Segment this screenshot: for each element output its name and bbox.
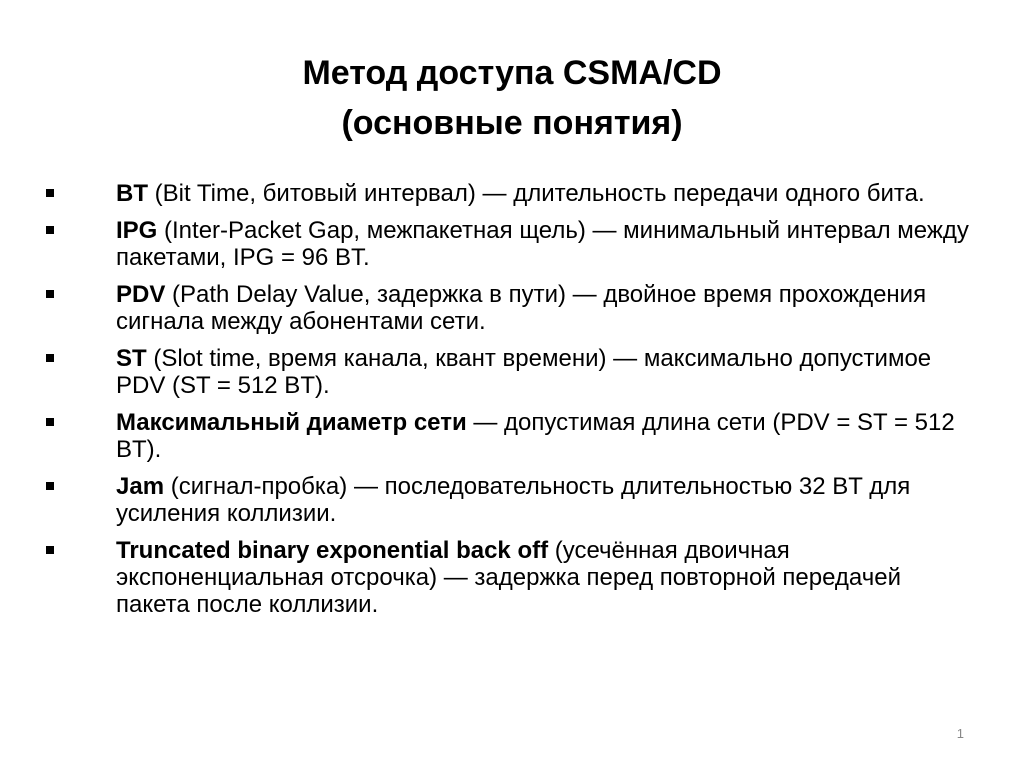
term-description: — допустимая длина сети (PDV = ST = 512 BT). [116, 409, 955, 463]
term-description: (Inter-Packet Gap, межпакетная щель) — минимальный интервал между пакетами, IPG = 96 BT. [116, 217, 969, 271]
bullet-list [116, 180, 976, 628]
square-bullet-icon [46, 354, 54, 362]
term-label: Jam [116, 473, 165, 500]
square-bullet-icon [46, 290, 54, 298]
square-bullet-icon [46, 418, 54, 426]
bullet-item-pdv [116, 281, 976, 335]
title-line-2: (основные понятия) [341, 104, 683, 142]
term-description: (Path Delay Value, задержка в пути) — двойное время прохождения сигнала между абонентами сети. [116, 281, 927, 335]
slide-title [0, 48, 1024, 148]
term-description: (Slot time, время канала, квант времени) — максимально допустимое PDV (ST = 512 BT). [116, 345, 932, 399]
term-label: Truncated binary exponential back off [116, 537, 549, 564]
term-label: PDV [116, 281, 166, 308]
term-description: (Bit Time, битовый интервал) — длительность передачи одного бита. [148, 180, 925, 207]
bullet-item-ipg [116, 217, 976, 271]
term-description: (сигнал-пробка) — последовательность длительностью 32 BT для усиления коллизии. [116, 473, 911, 527]
bullet-item-jam [116, 473, 976, 527]
bullet-item-st [116, 345, 976, 399]
title-line-1: Метод доступа CSMA/CD [302, 54, 722, 92]
square-bullet-icon [46, 482, 54, 490]
term-label: BT [116, 180, 148, 207]
term-description: (усечённая двоичная экспоненциальная отсрочка) — задержка перед повторной передачей пакета после коллизии. [116, 537, 901, 618]
square-bullet-icon [46, 189, 54, 197]
term-label: ST [116, 345, 147, 372]
bullet-item-bt [116, 180, 976, 207]
page-number: 1 [956, 726, 964, 741]
bullet-item-backoff [116, 537, 976, 618]
bullet-item-max-diameter [116, 409, 976, 463]
square-bullet-icon [46, 546, 54, 554]
square-bullet-icon [46, 226, 54, 234]
term-label: IPG [116, 217, 158, 244]
term-label: Максимальный диаметр сети [116, 409, 467, 436]
